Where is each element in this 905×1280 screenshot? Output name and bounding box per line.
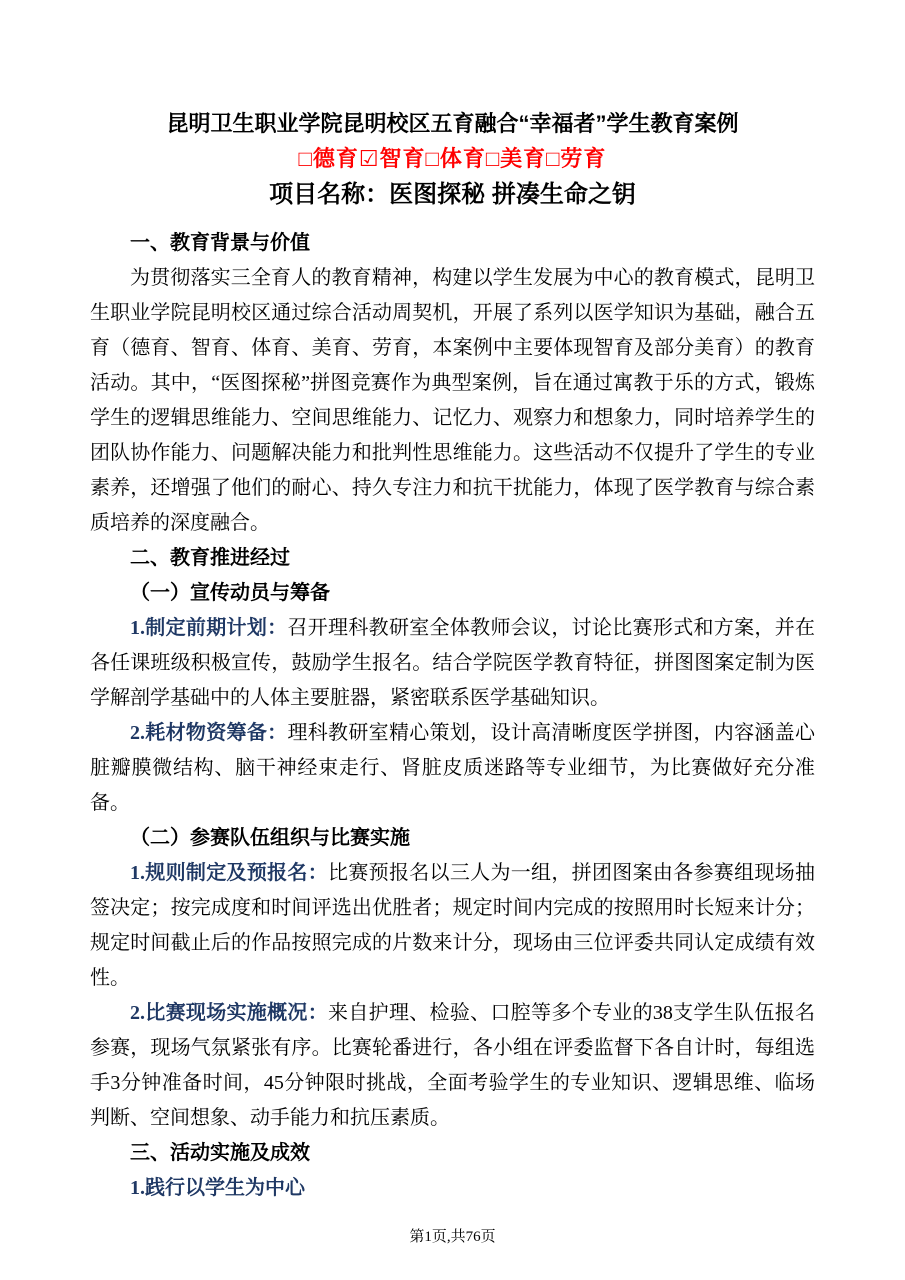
section-heading-1: 一、教育背景与价值 bbox=[130, 232, 310, 254]
paragraph-lead-in: 2.比赛现场实施概况： bbox=[130, 1002, 329, 1024]
paragraph-text: 召开理科教研室全体教师会议，讨论比赛形式和方案，并在各任课班级积极宣传，鼓励学生报名。结合学院医学教育特征，拼图图案定制为医学解剖学基础中的人体主要脏器，紧密联系医学基础知识。 bbox=[90, 617, 816, 709]
subsection-heading-2: （二）参赛队伍组织与比赛实施 bbox=[130, 827, 410, 849]
paragraph-plan bbox=[90, 611, 815, 716]
paragraph-text: 比赛预报名以三人为一组，拼团图案由各参赛组现场抽签决定；按完成度和时间评选出优胜者；规定时间内完成的按照用时长短来计分；规定时间截止后的作品按照完成的片数来计分，现场由三位评委共同认定成绩有效性。 bbox=[90, 862, 816, 989]
paragraph-text: 理科教研室精心策划，设计高清晰度医学拼图，内容涵盖心脏瓣膜微结构、脑干神经束走行、肾脏皮质迷路等专业细节，为比赛做好充分准备。 bbox=[90, 722, 816, 814]
section-heading-2: 二、教育推进经过 bbox=[130, 547, 290, 569]
subsection-heading-1: （一）宣传动员与筹备 bbox=[130, 582, 330, 604]
paragraph-lead-in: 2.耗材物资筹备： bbox=[130, 722, 288, 744]
checkbox-line: □德育☑智育□体育□美育□劳育 bbox=[298, 146, 607, 171]
section-heading-3: 三、活动实施及成效 bbox=[130, 1142, 310, 1164]
paragraph-lead-in: 1.规则制定及预报名： bbox=[130, 862, 329, 884]
project-name-line: 项目名称：医图探秘 拼凑生命之钥 bbox=[269, 181, 636, 208]
paragraph-lead-in: 1.践行以学生为中心 bbox=[130, 1177, 305, 1199]
paragraph-text: 来自护理、检验、口腔等多个专业的38支学生队伍报名参赛，现场气氛紧张有序。比赛轮番进行，各小组在评委监督下各自计时，每组选手3分钟准备时间，45分钟限时挑战，全面考验学生的专业知识、逻辑思维、临场判断、空间想象、动手能力和抗压素质。 bbox=[90, 1002, 816, 1129]
paragraph-background bbox=[90, 261, 815, 541]
paragraph-text: 为贯彻落实三全育人的教育精神，构建以学生发展为中心的教育模式，昆明卫生职业学院昆明校区通过综合活动周契机，开展了系列以医学知识为基础，融合五育（德育、智育、体育、美育、劳育，本案例中主要体现智育及部分美育）的教育活动。其中，“医图探秘”拼图竞赛作为典型案例，旨在通过寓教于乐的方式，锻炼学生的逻辑思维能力、空间思维能力、记忆力、观察力和想象力，同时培养学生的团队协作能力、问题解决能力和批判性思维能力。这些活动不仅提升了学生的专业素养，还增强了他们的耐心、持久专注力和抗干扰能力，体现了医学教育与综合素质培养的深度融合。 bbox=[90, 267, 815, 534]
page-title: 昆明卫生职业学院昆明校区五育融合“幸福者”学生教育案例 bbox=[166, 111, 739, 136]
paragraph-rules bbox=[90, 856, 815, 996]
paragraph-materials bbox=[90, 716, 815, 821]
paragraph-student-centered bbox=[90, 1171, 815, 1206]
paragraph-competition bbox=[90, 996, 815, 1136]
page-footer: 第1页,共76页 bbox=[409, 1229, 496, 1245]
paragraph-lead-in: 1.制定前期计划： bbox=[130, 617, 288, 639]
document-body bbox=[90, 226, 815, 1206]
